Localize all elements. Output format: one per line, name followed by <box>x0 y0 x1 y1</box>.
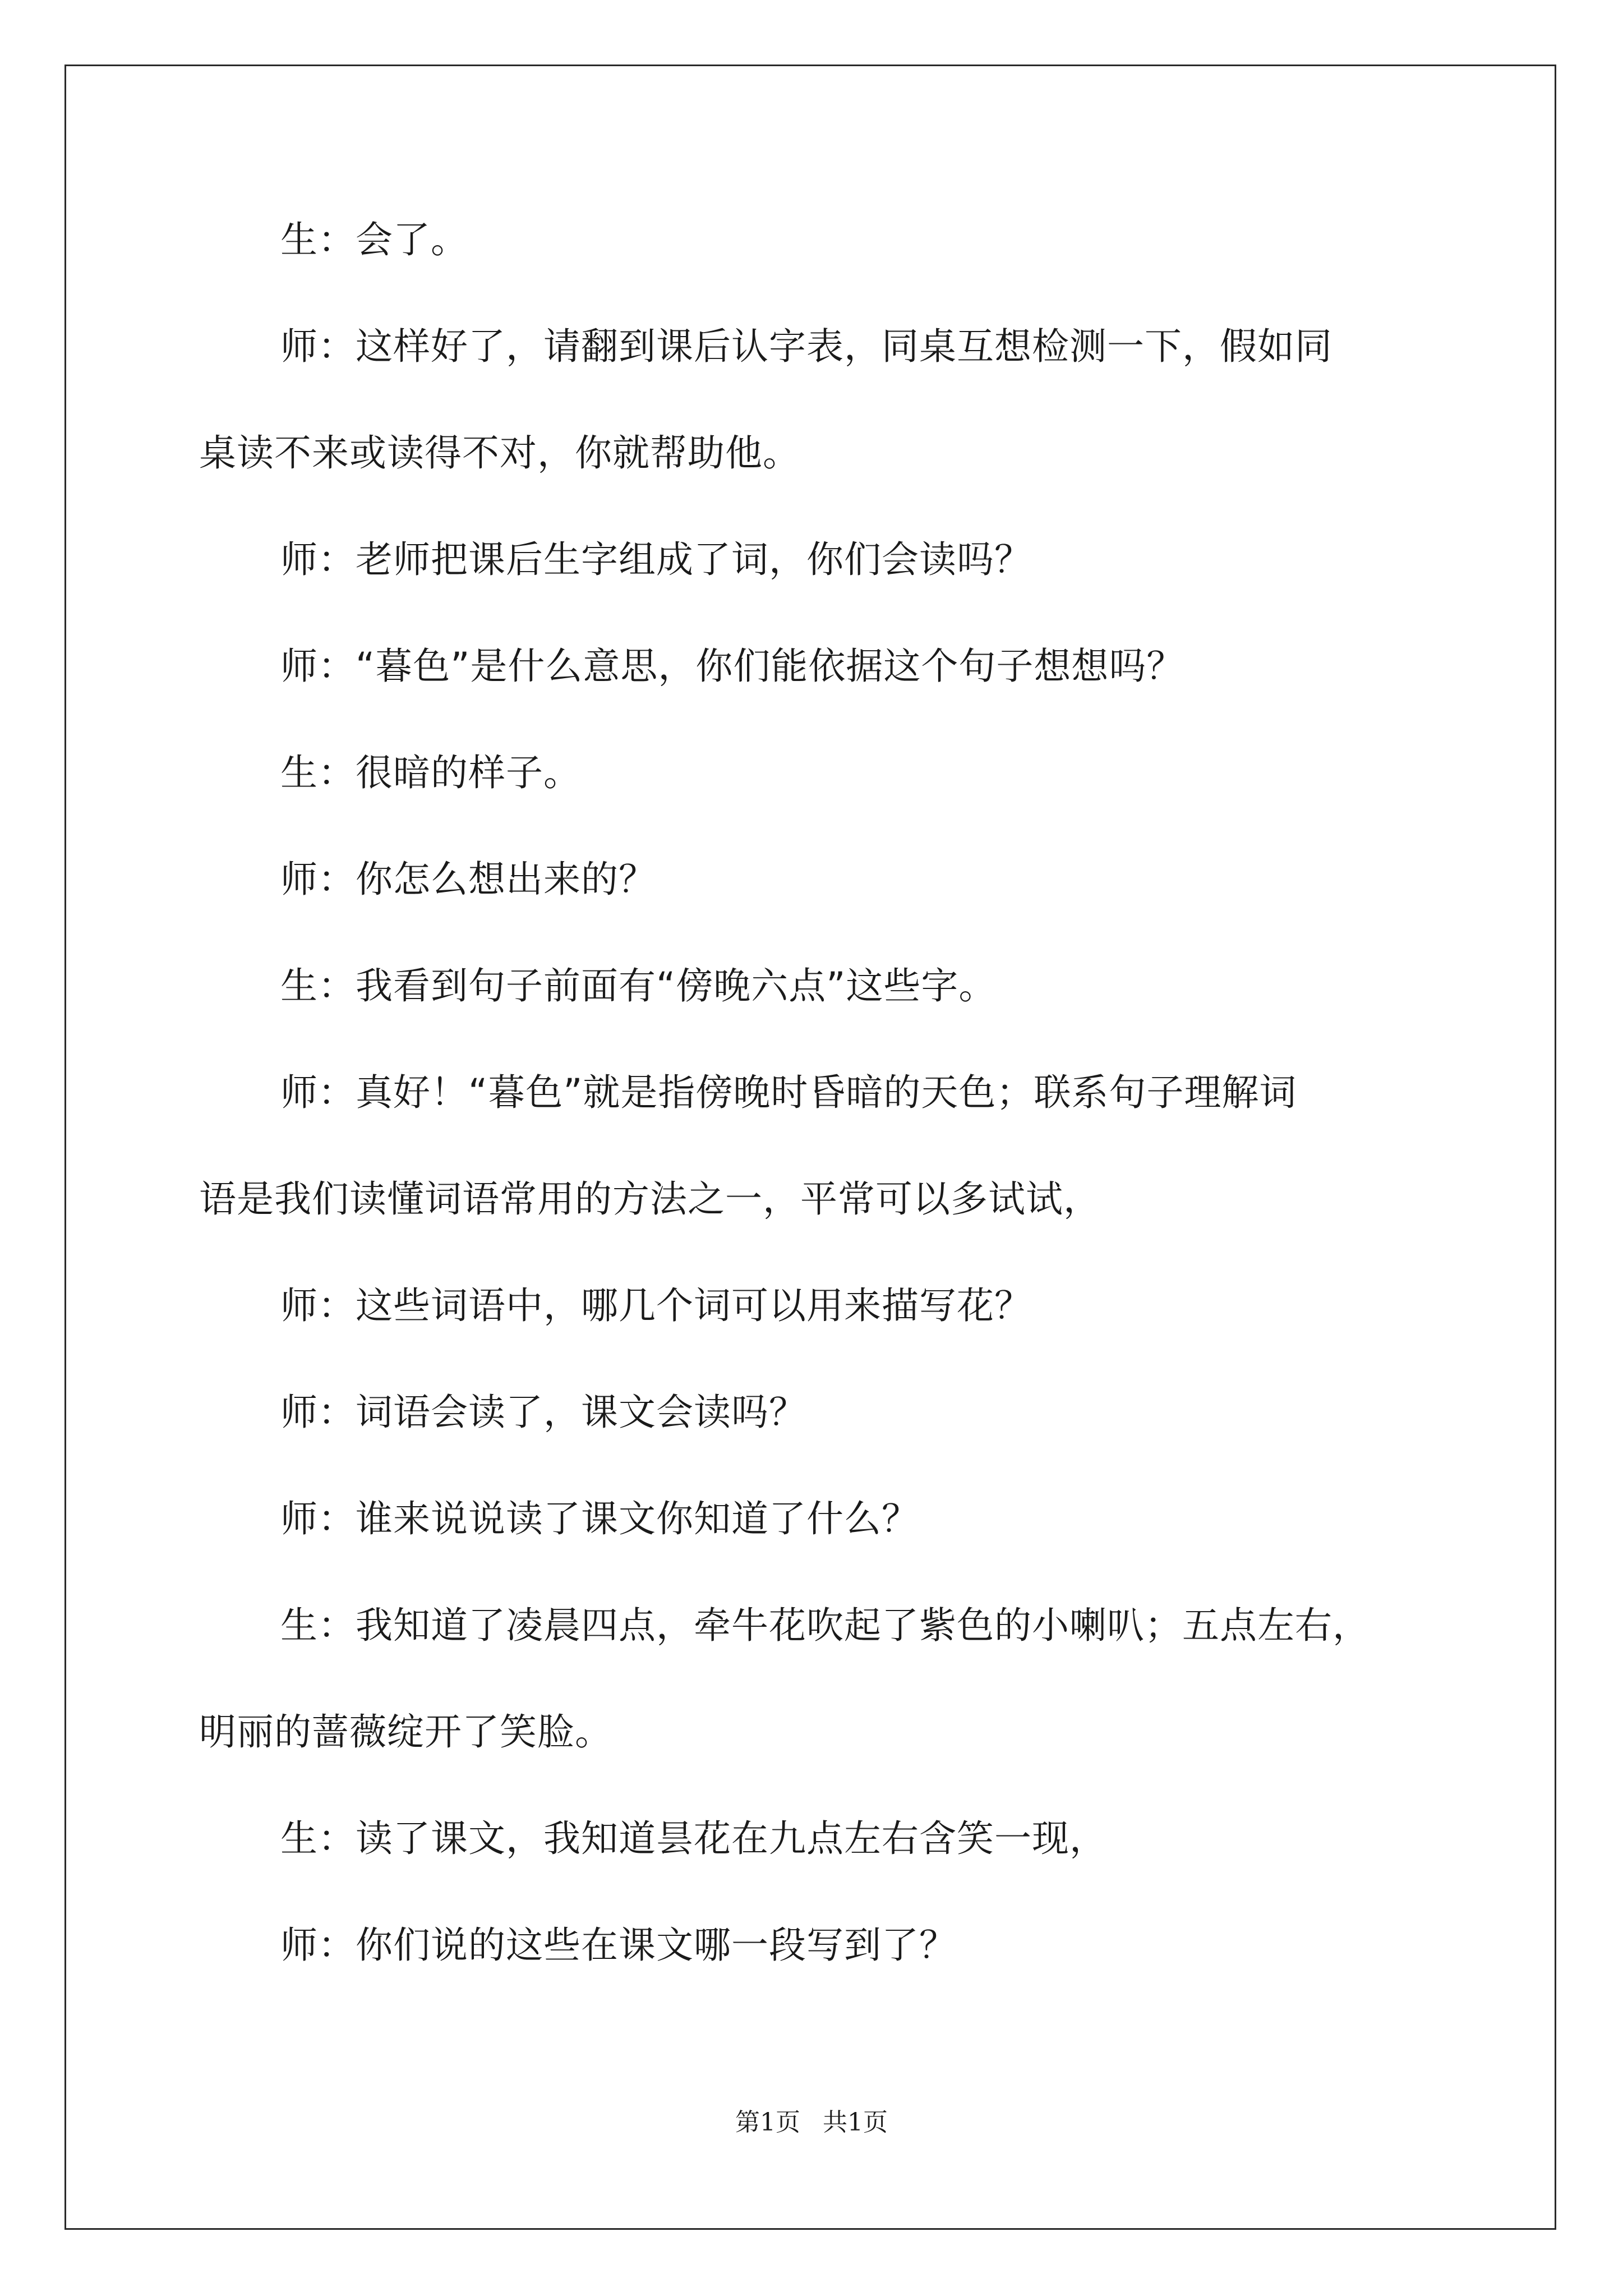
paragraph-line: 桌读不来或读得不对，你就帮助他。 <box>199 431 800 475</box>
paragraph-line: 师：这样好了，请翻到课后认字表，同桌互想检测一下，假如同 <box>280 325 1332 368</box>
page-footer <box>0 2110 1623 2135</box>
paragraph-line: 生：读了课文，我知道昙花在九点左右含笑一现， <box>280 1817 1107 1860</box>
paragraph <box>199 1604 1438 1754</box>
paragraph <box>199 751 1438 794</box>
page-total: 共1页 <box>823 2108 888 2137</box>
paragraph-line: 师：“暮色”是什么意思，你们能依据这个句子想想吗？ <box>280 645 1184 688</box>
paragraph-line: 生：很暗的样子。 <box>280 751 581 794</box>
paragraph-line: 师：你们说的这些在课文哪一段写到了？ <box>280 1924 957 1967</box>
paragraph <box>199 645 1438 688</box>
paragraph <box>199 1497 1438 1540</box>
document-body <box>199 218 1438 2033</box>
paragraph-line: 师：老师把课后生字组成了词，你们会读吗？ <box>280 538 1032 581</box>
paragraph <box>199 1284 1438 1327</box>
paragraph <box>199 858 1438 901</box>
paragraph <box>199 1924 1438 1967</box>
paragraph-line: 师：词语会读了，课文会读吗？ <box>280 1391 806 1434</box>
paragraph <box>199 538 1438 581</box>
paragraph-line: 生：我知道了凌晨四点，牵牛花吹起了紫色的小喇叭；五点左右， <box>280 1604 1370 1647</box>
paragraph-line: 生：我看到句子前面有“傍晚六点”这些字。 <box>280 964 997 1007</box>
paragraph-line: 明丽的蔷薇绽开了笑脸。 <box>199 1710 612 1754</box>
paragraph-line: 师：真好！“暮色”就是指傍晚时昏暗的天色；联系句子理解词 <box>280 1071 1297 1114</box>
paragraph-line: 师：谁来说说读了课文你知道了什么？ <box>280 1497 919 1540</box>
paragraph <box>199 1391 1438 1434</box>
paragraph-line: 生：会了。 <box>280 218 468 261</box>
paragraph <box>199 1817 1438 1860</box>
paragraph-line: 师：你怎么想出来的？ <box>280 858 656 901</box>
paragraph <box>199 964 1438 1007</box>
paragraph <box>199 1071 1438 1221</box>
paragraph <box>199 218 1438 261</box>
paragraph-line: 师：这些词语中，哪几个词可以用来描写花？ <box>280 1284 1032 1327</box>
paragraph <box>199 325 1438 475</box>
page-number: 第1页 <box>735 2108 800 2137</box>
paragraph-line: 语是我们读懂词语常用的方法之一，平常可以多试试， <box>199 1177 1101 1221</box>
